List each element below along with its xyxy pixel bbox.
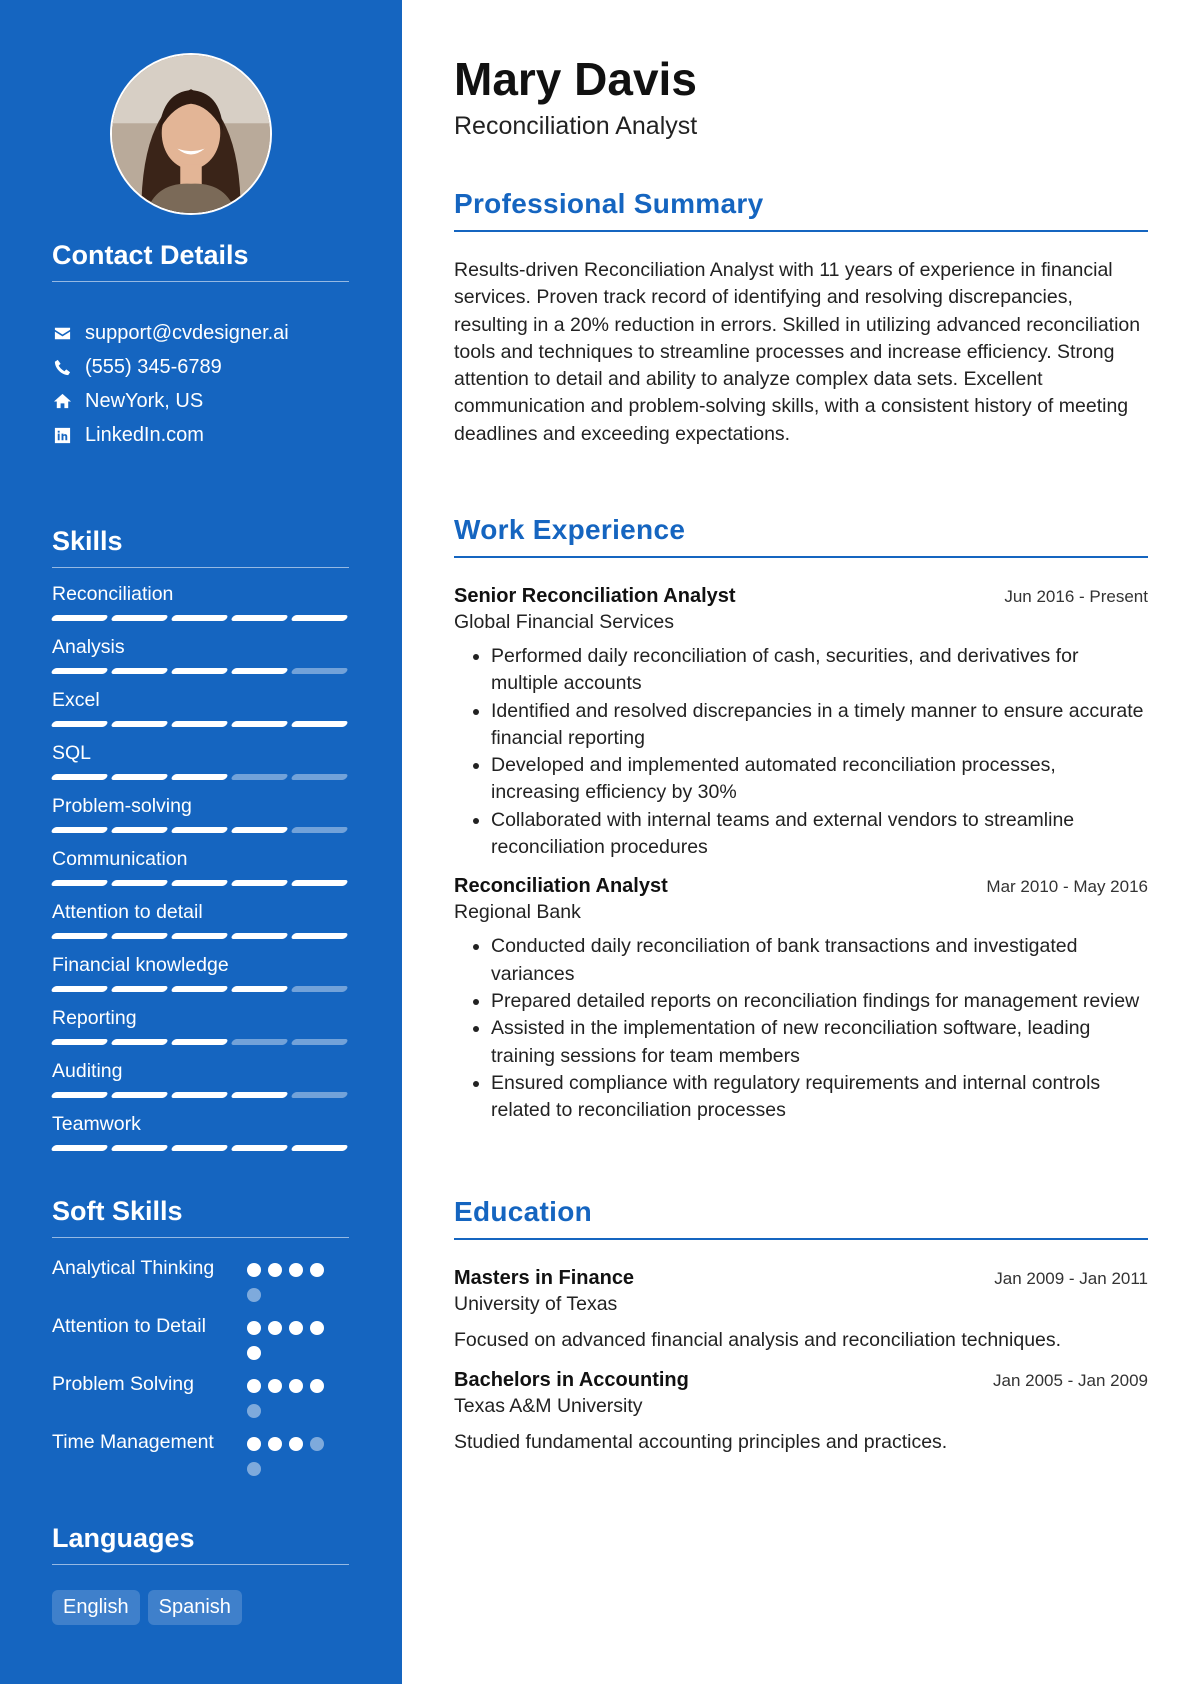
job-entry: [454, 585, 1148, 861]
skill-level-segment: [290, 774, 348, 780]
skill-level-segment: [110, 933, 168, 939]
rating-dot: [289, 1379, 303, 1393]
skill-level-segment: [110, 827, 168, 833]
rating-dot: [247, 1263, 261, 1277]
skill-level-segment: [110, 1039, 168, 1045]
skill-level-segment: [170, 1092, 228, 1098]
soft-skill-name: Attention to Detail: [52, 1315, 206, 1337]
job-date: Mar 2010 - May 2016: [986, 877, 1148, 897]
skill-item: [52, 1059, 349, 1098]
skill-level-segment: [110, 1145, 168, 1151]
skill-level-segment: [50, 668, 108, 674]
skill-name: Auditing: [52, 1060, 123, 1082]
language-tag: Spanish: [148, 1590, 242, 1625]
skill-level-bar: [52, 880, 349, 886]
school-name: Texas A&M University: [454, 1395, 643, 1417]
skill-level-segment: [50, 1039, 108, 1045]
soft-skills-section: [52, 1196, 349, 1476]
skill-level-segment: [110, 880, 168, 886]
skill-level-bar: [52, 933, 349, 939]
soft-skill-item: [52, 1370, 349, 1418]
skill-level-segment: [50, 774, 108, 780]
rating-dot: [310, 1321, 324, 1335]
rating-dot: [310, 1437, 324, 1451]
skill-level-segment: [50, 615, 108, 621]
skill-level-segment: [170, 721, 228, 727]
job-bullet: • Ensured compliance with regulatory requirements and internal controls related to reconciliation processes: [491, 1070, 1148, 1125]
skill-name: Communication: [52, 848, 188, 870]
envelope-icon: [52, 323, 72, 343]
school-name: University of Texas: [454, 1293, 618, 1315]
skill-level-segment: [290, 615, 348, 621]
skill-level-segment: [290, 933, 348, 939]
skill-level-bar: [52, 827, 349, 833]
languages-title: Languages: [52, 1523, 349, 1565]
candidate-role: Reconciliation Analyst: [454, 112, 698, 140]
skill-level-segment: [230, 933, 288, 939]
education-entry: [454, 1267, 1148, 1353]
skill-level-segment: [50, 721, 108, 727]
soft-skill-name: Time Management: [52, 1431, 214, 1453]
rating-dot: [247, 1379, 261, 1393]
skill-level-bar: [52, 774, 349, 780]
skill-level-bar: [52, 668, 349, 674]
skill-level-segment: [170, 774, 228, 780]
job-entry: [454, 875, 1148, 1124]
skill-level-segment: [290, 1145, 348, 1151]
skill-level-segment: [290, 1039, 348, 1045]
skill-level-bar: [52, 986, 349, 992]
skill-level-segment: [230, 721, 288, 727]
skill-level-segment: [170, 1039, 228, 1045]
rating-dot: [247, 1404, 261, 1418]
skill-level-segment: [290, 668, 348, 674]
job-date: Jun 2016 - Present: [1004, 587, 1148, 606]
skill-name: Financial knowledge: [52, 954, 229, 976]
skill-item: [52, 847, 349, 886]
skill-level-segment: [230, 1039, 288, 1045]
education-date: Jan 2005 - Jan 2009: [992, 1371, 1148, 1390]
soft-skills-list: [52, 1254, 349, 1476]
contact-phone-text: (555) 345-6789: [85, 355, 222, 378]
rating-dot: [247, 1462, 261, 1476]
education-description: Focused on advanced financial analysis and reconciliation techniques.: [454, 1329, 1062, 1351]
soft-skills-title: Soft Skills: [52, 1196, 349, 1238]
rating-dot: [310, 1379, 324, 1393]
rating-dot: [247, 1288, 261, 1302]
skill-item: [52, 1112, 349, 1151]
skill-level-segment: [110, 668, 168, 674]
skill-level-bar: [52, 1092, 349, 1098]
skill-level-segment: [230, 986, 288, 992]
soft-skill-rating: [247, 1312, 337, 1360]
skill-level-bar: [52, 721, 349, 727]
skill-item: [52, 953, 349, 992]
skill-level-segment: [110, 774, 168, 780]
contact-linkedin[interactable]: [52, 418, 349, 452]
skill-level-segment: [230, 1145, 288, 1151]
home-icon: [52, 391, 72, 411]
job-bullets: [454, 643, 1148, 861]
skill-level-segment: [290, 827, 348, 833]
skill-name: Excel: [52, 689, 100, 711]
candidate-name: Mary Davis: [454, 53, 697, 105]
skill-item: [52, 1006, 349, 1045]
skill-level-segment: [290, 986, 348, 992]
skill-level-segment: [110, 986, 168, 992]
languages-section: [52, 1523, 349, 1625]
degree-title: Masters in Finance: [454, 1267, 635, 1289]
job-bullet: • Identified and resolved discrepancies in a timely manner to ensure accurate financial reporting: [491, 698, 1148, 753]
job-bullet: • Collaborated with internal teams and external vendors to streamline reconciliation procedures: [491, 807, 1148, 862]
soft-skill-item: [52, 1312, 349, 1360]
rating-dot: [268, 1263, 282, 1277]
skill-level-segment: [170, 986, 228, 992]
job-bullet: • Assisted in the implementation of new reconciliation software, leading training sessions for team members: [491, 1015, 1148, 1070]
summary-text: Results-driven Reconciliation Analyst with 11 years of experience in financial services. Proven track record of identifying and resolving discrepancies, resulting in a 20% reduction in errors. Skilled in utilizing advanced reconciliation tools and techniques to streamline processes and increase efficiency. Strong attention to detail and ability to analyze complex data sets. Excellent communication and problem-solving skills, with a consistent history of meeting deadlines and exceeding expectations.: [454, 259, 1141, 445]
skill-level-segment: [230, 668, 288, 674]
skill-level-segment: [170, 1145, 228, 1151]
soft-skill-name: Problem Solving: [52, 1373, 194, 1395]
contact-title: Contact Details: [52, 240, 349, 282]
contact-email-text: support@cvdesigner.ai: [85, 321, 289, 344]
experience-title: Work Experience: [454, 514, 1148, 558]
skill-level-segment: [50, 827, 108, 833]
skill-level-segment: [50, 933, 108, 939]
education-description: Studied fundamental accounting principles and practices.: [454, 1431, 948, 1453]
soft-skill-name: Analytical Thinking: [52, 1257, 215, 1279]
contact-location-text: NewYork, US: [85, 389, 204, 412]
rating-dot: [268, 1379, 282, 1393]
skill-name: Problem-solving: [52, 795, 192, 817]
contact-location: [52, 384, 349, 418]
rating-dot: [289, 1321, 303, 1335]
soft-skill-item: [52, 1428, 349, 1476]
contact-section: [52, 240, 349, 452]
job-bullet: • Prepared detailed reports on reconciliation findings for management review: [491, 988, 1148, 1015]
rating-dot: [247, 1437, 261, 1451]
education-section: [454, 1196, 1148, 1455]
degree-title: Bachelors in Accounting: [454, 1369, 689, 1391]
sidebar: [0, 0, 402, 1684]
skill-item: [52, 635, 349, 674]
education-entry: [454, 1369, 1148, 1455]
skill-level-segment: [170, 668, 228, 674]
skill-level-segment: [50, 880, 108, 886]
skills-list: [52, 582, 349, 1151]
job-company: Regional Bank: [454, 901, 581, 924]
skill-level-segment: [290, 1092, 348, 1098]
skill-name: Analysis: [52, 636, 125, 658]
rating-dot: [289, 1437, 303, 1451]
skill-name: Reconciliation: [52, 583, 174, 605]
skill-level-segment: [230, 774, 288, 780]
skill-level-segment: [170, 880, 228, 886]
job-bullets: [454, 933, 1148, 1124]
skill-item: [52, 794, 349, 833]
rating-dot: [247, 1321, 261, 1335]
phone-icon: [52, 357, 72, 377]
languages-list: [52, 1590, 349, 1625]
skill-level-segment: [170, 933, 228, 939]
skill-name: Attention to detail: [52, 901, 203, 923]
skill-level-bar: [52, 615, 349, 621]
rating-dot: [289, 1263, 303, 1277]
rating-dot: [268, 1321, 282, 1335]
summary-title: Professional Summary: [454, 188, 1148, 232]
soft-skill-item: [52, 1254, 349, 1302]
soft-skill-rating: [247, 1254, 337, 1302]
skill-level-segment: [170, 827, 228, 833]
skill-level-segment: [230, 880, 288, 886]
linkedin-icon: [52, 425, 72, 445]
education-date: Jan 2009 - Jan 2011: [994, 1269, 1148, 1288]
skill-name: Reporting: [52, 1007, 137, 1029]
profile-photo: [112, 55, 270, 213]
skill-name: Teamwork: [52, 1113, 141, 1135]
skills-section: [52, 526, 349, 1151]
skill-level-segment: [230, 1092, 288, 1098]
skills-title: Skills: [52, 526, 349, 568]
skill-level-segment: [230, 827, 288, 833]
rating-dot: [247, 1346, 261, 1360]
skill-level-segment: [110, 721, 168, 727]
skill-level-segment: [230, 615, 288, 621]
skill-level-segment: [50, 1092, 108, 1098]
soft-skill-rating: [247, 1370, 337, 1418]
education-title: Education: [454, 1196, 1148, 1240]
rating-dot: [310, 1263, 324, 1277]
job-company: Global Financial Services: [454, 611, 675, 633]
skill-item: [52, 741, 349, 780]
contact-phone[interactable]: [52, 350, 349, 384]
soft-skill-rating: [247, 1428, 337, 1476]
job-bullet: • Developed and implemented automated reconciliation processes, increasing efficiency by 30%: [491, 752, 1148, 807]
skill-level-bar: [52, 1145, 349, 1151]
skill-level-segment: [290, 880, 348, 886]
summary-section: [454, 188, 1148, 448]
language-tag: English: [52, 1590, 140, 1625]
skill-level-segment: [110, 615, 168, 621]
rating-dot: [268, 1437, 282, 1451]
contact-email[interactable]: [52, 316, 349, 350]
skill-name: SQL: [52, 742, 92, 764]
job-bullet: • Performed daily reconciliation of cash, securities, and derivatives for multiple accounts: [491, 643, 1148, 698]
skill-item: [52, 688, 349, 727]
skill-level-segment: [290, 721, 348, 727]
skill-level-segment: [50, 986, 108, 992]
contact-list: [52, 316, 349, 452]
avatar: [110, 53, 272, 215]
skill-level-segment: [50, 1145, 108, 1151]
skill-item: [52, 582, 349, 621]
job-title: Reconciliation Analyst: [454, 875, 668, 898]
skill-level-bar: [52, 1039, 349, 1045]
job-bullet: • Conducted daily reconciliation of bank transactions and investigated variances: [491, 933, 1148, 988]
experience-section: [454, 514, 1148, 1124]
skill-level-segment: [110, 1092, 168, 1098]
job-title: Senior Reconciliation Analyst: [454, 585, 736, 607]
skill-item: [52, 900, 349, 939]
contact-linkedin-text: LinkedIn.com: [85, 423, 204, 446]
skill-level-segment: [170, 615, 228, 621]
